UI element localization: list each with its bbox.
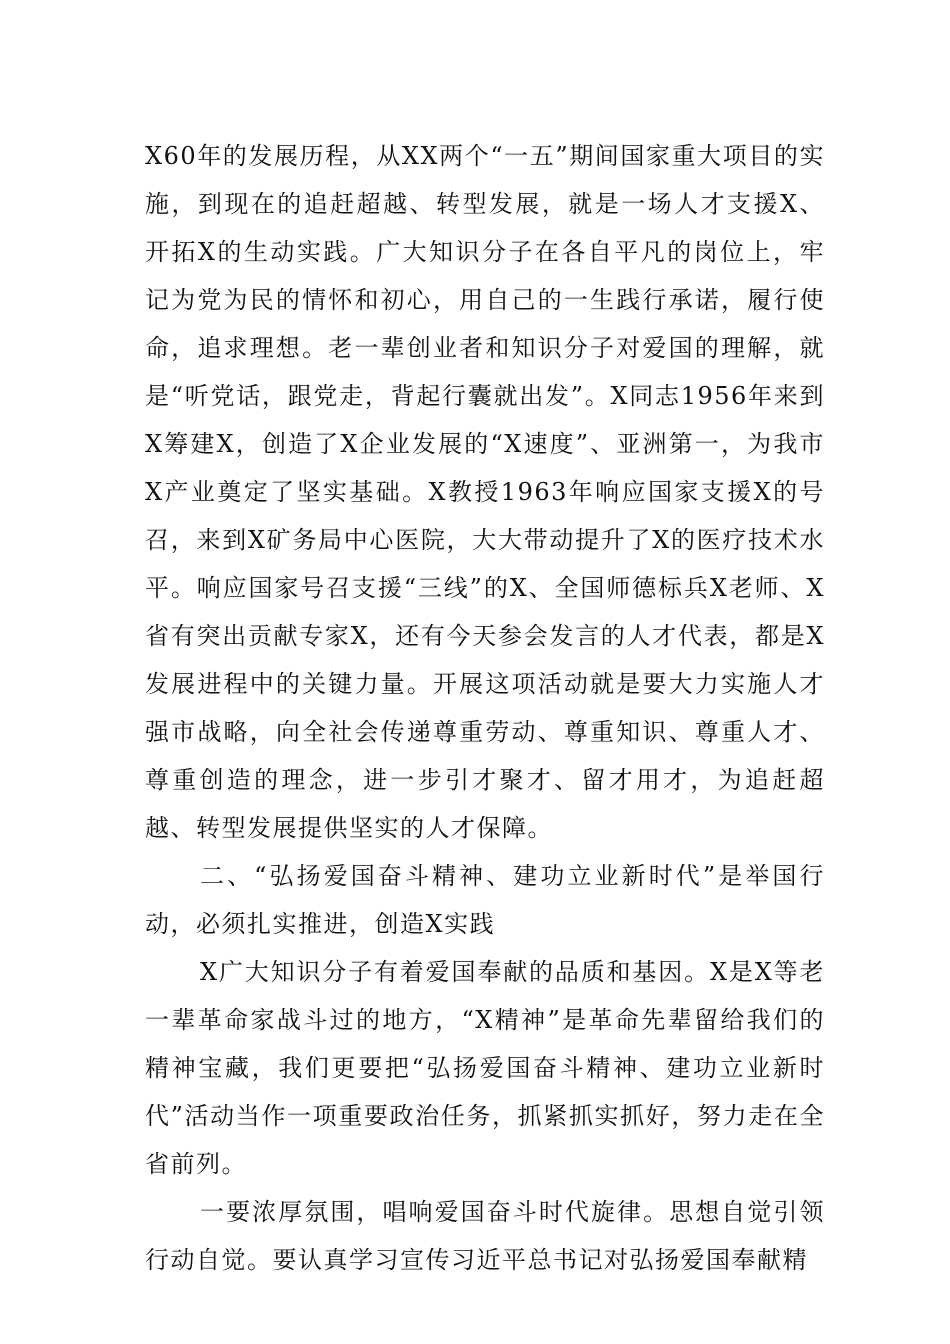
document-body: [145, 132, 825, 1284]
section-heading-2: 二、“弘扬爱国奋斗精神、建功立业新时代”是举国行动，必须扎实推进，创造X实践: [145, 862, 825, 938]
body-paragraph-1: X60年的发展历程，从XX两个“一五”期间国家重大项目的实施，到现在的追赶超越、转型发展，就是一场人才支援X、开拓X的生动实践。广大知识分子在各自平凡的岗位上，牢记为党为民的情怀和初心，用自己的一生践行承诺，履行使命，追求理想。老一辈创业者和知识分子对爱国的理解，就是“听党话，跟党走，背起行囊就出发”。X同志1956年来到X筹建X，创造了X企业发展的“X速度”、亚洲第一，为我市X产业奠定了坚实基础。X教授1963年响应国家支援X的号召，来到X矿务局中心医院，大大带动提升了X的医疗技术水平。响应国家号召支援“三线”的X、全国师德标兵X老师、X省有突出贡献专家X，还有今天参会发言的人才代表，都是X发展进程中的关键力量。开展这项活动就是要大力实施人才强市战略，向全社会传递尊重劳动、尊重知识、尊重人才、尊重创造的理念，进一步引才聚才、留才用才，为追赶超越、转型发展提供坚实的人才保障。: [145, 142, 825, 842]
body-paragraph-4: 一要浓厚氛围，唱响爱国奋斗时代旋律。思想自觉引领行动自觉。要认真学习宣传习近平总书记对弘扬爱国奉献精: [145, 1198, 825, 1274]
body-paragraph-3: X广大知识分子有着爱国奉献的品质和基因。X是X等老一辈革命家战斗过的地方，“X精神”是革命先辈留给我们的精神宝藏，我们更要把“弘扬爱国奋斗精神、建功立业新时代”活动当作一项重要政治任务，抓紧抓实抓好，努力走在全省前列。: [145, 958, 825, 1178]
